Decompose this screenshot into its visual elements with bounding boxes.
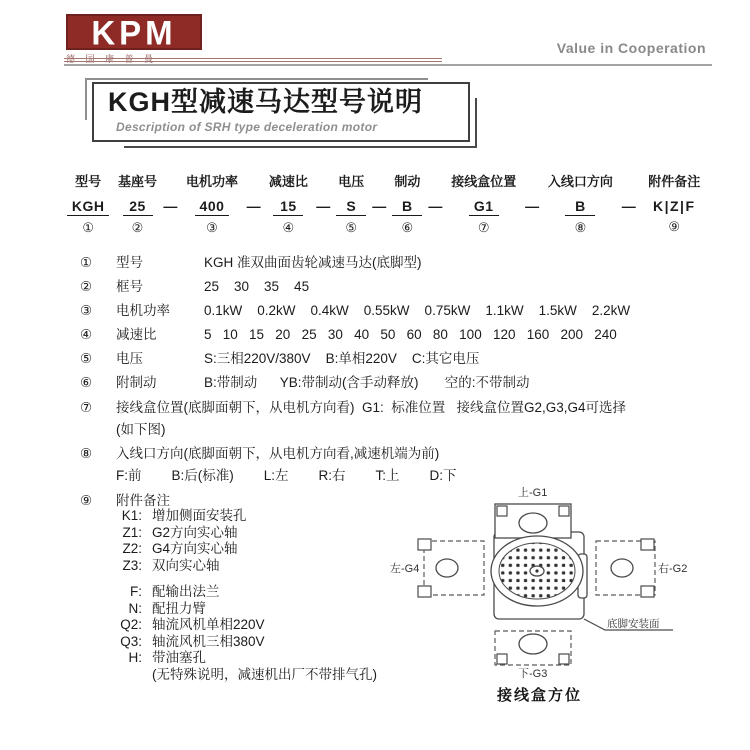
accessory-desc: G2方向实心轴: [152, 524, 238, 540]
spec-line: 附件备注: [116, 493, 170, 508]
model-code-header: 附件备注: [648, 174, 701, 189]
diagram-right-label: 右-G2: [658, 563, 688, 575]
model-code-value: B: [565, 198, 595, 216]
model-code-value: G1: [469, 198, 499, 216]
accessory-code: Q2:: [120, 617, 142, 632]
spec-label: 型号: [116, 255, 143, 270]
spec-number: ③: [80, 303, 93, 318]
accessory-item: [80, 617, 377, 634]
terminal-box-corner: [418, 586, 431, 597]
terminal-box-corner: [641, 586, 654, 597]
spec-row: [80, 374, 720, 391]
brand-rule-red: [64, 58, 442, 62]
spec-label: 减速比: [116, 327, 157, 342]
model-code-separator: —: [316, 198, 331, 214]
model-code-separator: —: [525, 198, 540, 214]
model-code-number: ③: [206, 220, 218, 235]
accessory-desc: 带油塞孔: [152, 650, 206, 665]
model-code-value: 25: [123, 198, 153, 216]
spec-content: B:带制动 YB:带制动(含手动释放) 空的:不带制动: [204, 375, 530, 390]
kpm-logo-text: KPM: [91, 12, 177, 52]
accessory-list: [80, 508, 377, 683]
accessory-desc: 双向实心轴: [152, 557, 220, 573]
model-code-header: 制动: [394, 174, 421, 189]
diagram-bottom-label: 下-G3: [518, 668, 548, 680]
spec-label: 框号: [116, 279, 143, 294]
accessory-code: Z2:: [122, 541, 142, 556]
model-code-column: [261, 171, 315, 236]
spec-content: S:三相220V/380V B:单相220V C:其它电压: [204, 351, 480, 366]
model-code-number: ②: [131, 220, 144, 235]
mount-surface-label: 底脚安装面: [607, 618, 660, 630]
spec-row: [80, 302, 720, 319]
model-code-separator: —: [246, 198, 261, 214]
accessory-item: [80, 525, 377, 542]
spec-content: 5 10 15 20 25 30 40 50 60 80 100 120 160 200 240: [204, 327, 617, 342]
spec-label: 电压: [116, 351, 143, 366]
accessory-item: [80, 508, 377, 525]
model-code-header: 基座号: [118, 174, 158, 189]
model-code-value: 400: [195, 198, 230, 216]
model-code-number: ⑤: [345, 220, 358, 235]
spec-list: [80, 254, 720, 516]
spec-row: [80, 278, 720, 295]
model-code-value: KGH: [67, 198, 110, 216]
accessory-desc: 轴流风机单相220V: [152, 617, 265, 632]
model-code-value: K|Z|F: [652, 198, 696, 214]
accessory-desc: 增加侧面安装孔: [152, 508, 247, 523]
model-code-header: 型号: [75, 174, 102, 189]
terminal-box-corner: [641, 539, 654, 550]
model-code-separator: —: [163, 198, 178, 214]
model-code-separator: —: [428, 198, 443, 214]
diagram-svg: [385, 478, 735, 713]
spec-row: [80, 254, 720, 271]
cable-gland: [519, 634, 547, 654]
accessory-code: Z1:: [122, 524, 142, 540]
accessory-item: [80, 601, 377, 618]
spec-number: ⑤: [80, 351, 93, 366]
model-code-header: 电机功率: [185, 174, 238, 189]
fan-hub-center: [535, 569, 538, 572]
spec-content: 25 30 35 45: [204, 279, 310, 294]
accessory-code: Z3:: [122, 557, 142, 573]
spec-number: ⑥: [80, 375, 93, 390]
spec-content: KGH 准双曲面齿轮减速马达(底脚型): [204, 255, 422, 270]
accessory-desc: 配输出法兰: [152, 584, 220, 599]
spec-number: ⑧: [80, 446, 93, 461]
spec-label: 附制动: [116, 375, 157, 390]
model-code-separator: —: [621, 198, 636, 214]
model-code-column: [64, 171, 112, 236]
spec-number: ④: [80, 327, 93, 342]
accessory-code: F:: [130, 584, 142, 599]
brand-rule-gray: [64, 64, 712, 66]
model-code-header: 入线口方向: [547, 174, 613, 189]
spec-row: [80, 326, 720, 343]
accessory-item: [80, 541, 377, 558]
terminal-box-corner: [418, 539, 431, 550]
kpm-logo: [66, 14, 202, 50]
logo-caption: 德 国 康 普 曼: [66, 54, 158, 64]
accessory-item: [80, 584, 377, 601]
model-code-number: ④: [282, 220, 295, 235]
accessory-desc: 轴流风机三相380V: [152, 633, 265, 649]
spec-line: 接线盒位置(底脚面朝下，从电机方向看) G1: 标准位置 接线盒位置G2,G3,G4可选择: [116, 400, 627, 415]
cable-gland: [436, 559, 458, 577]
model-code-number: ⑦: [477, 220, 490, 235]
accessory-note: (无特殊说明，减速机出厂不带排气孔): [152, 666, 377, 682]
accessory-desc: 配扭力臂: [152, 600, 206, 616]
terminal-box-corner: [497, 506, 507, 516]
diagram-left-label: 左-G4: [390, 563, 420, 575]
model-code-header: 接线盒位置: [451, 174, 517, 189]
brand-tagline: Value in Cooperation: [556, 40, 706, 56]
spec-number: ①: [80, 255, 93, 270]
model-code-separator: —: [372, 198, 387, 214]
spec-line: 入线口方向(底脚面朝下，从电机方向看,减速机端为前): [116, 446, 440, 461]
model-code-column: [637, 171, 712, 235]
spec-line: F:前 B:后(标准) L:左 R:右 T:上 D:下: [116, 468, 457, 483]
spec-line: (如下图): [116, 422, 166, 437]
spec-content: 0.1kW 0.2kW 0.4kW 0.55kW 0.75kW 1.1kW 1.5kW 2.2kW: [204, 303, 631, 318]
model-code-header: 减速比: [268, 174, 308, 189]
page-subtitle: Description of SRH type deceleration motor: [116, 119, 378, 134]
accessory-code: H:: [128, 650, 142, 665]
model-code-column: [387, 171, 428, 236]
accessory-item: [80, 634, 377, 651]
model-code-column: [443, 171, 524, 236]
accessory-item: [80, 650, 377, 667]
spec-row: [80, 399, 720, 438]
cable-gland: [519, 513, 547, 533]
accessory-code: N:: [128, 600, 142, 616]
model-code-header: 电压: [338, 174, 365, 189]
model-code-value: 15: [273, 198, 303, 216]
model-code-number: ⑥: [401, 220, 414, 235]
model-code-column: [331, 171, 372, 236]
model-code-number: ①: [82, 220, 94, 235]
terminal-box-corner: [559, 506, 569, 516]
spec-number: ②: [80, 279, 93, 294]
spec-body: [116, 399, 626, 438]
terminal-box-corner: [497, 654, 507, 664]
model-code-value: B: [392, 198, 422, 216]
terminal-box-corner: [559, 654, 569, 664]
model-code-number: ⑨: [668, 219, 681, 234]
accessory-code: Q3:: [120, 633, 142, 649]
cable-gland: [611, 559, 633, 577]
model-code-number: ⑧: [574, 220, 587, 235]
title-box: [92, 82, 470, 142]
accessory-desc: G4方向实心轴: [152, 541, 238, 556]
accessory-item: [80, 558, 377, 575]
model-code-table: [64, 171, 712, 236]
spec-row: [80, 350, 720, 367]
model-code-column: [112, 171, 162, 236]
spec-label: 电机功率: [116, 303, 170, 318]
diagram-caption: 接线盒方位: [497, 687, 583, 704]
model-code-value: S: [336, 198, 366, 216]
spec-number: ⑨: [80, 493, 93, 508]
spec-number: ⑦: [80, 400, 93, 415]
model-code-column: [540, 171, 621, 236]
model-code-column: [178, 171, 246, 236]
diagram-top-label: 上-G1: [518, 487, 548, 499]
accessory-code: K1:: [121, 508, 142, 523]
page-title: KGH型减速马达型号说明: [108, 87, 423, 117]
terminal-box-diagram: [385, 478, 735, 713]
